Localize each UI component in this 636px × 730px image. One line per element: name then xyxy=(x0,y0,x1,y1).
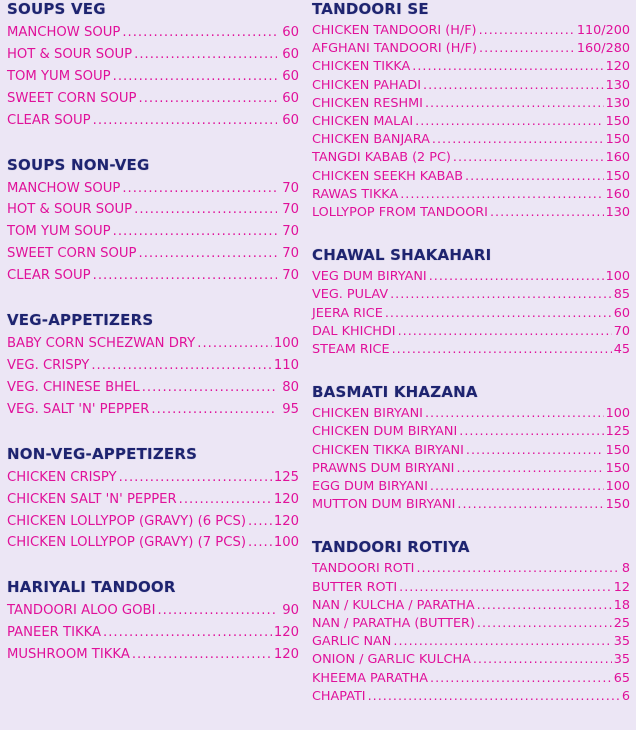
menu-item-name: RAWAS TIKKA xyxy=(312,186,399,202)
dot-leader xyxy=(103,622,272,644)
menu-item-price: 60 xyxy=(282,46,299,62)
dot-leader xyxy=(113,221,277,243)
dot-leader xyxy=(423,77,604,95)
dot-leader xyxy=(399,579,612,597)
menu-item-price: 100 xyxy=(605,406,630,422)
dot-leader xyxy=(416,560,619,578)
menu-section-basmati-khazana xyxy=(312,383,630,514)
menu-item-price: 130 xyxy=(605,95,630,111)
menu-item xyxy=(312,460,630,478)
menu-item-name: CHICKEN LOLLYPOP (GRAVY) (7 PCS) xyxy=(7,535,246,551)
menu-section-non-veg-appetizers xyxy=(7,445,299,555)
menu-item-name: CHICKEN TANDOORI (H/F) xyxy=(312,23,477,38)
dot-leader xyxy=(142,377,277,399)
dot-leader xyxy=(93,265,277,287)
menu-item xyxy=(7,333,299,355)
menu-item-price: 160/280 xyxy=(576,41,630,57)
dot-leader xyxy=(453,149,604,167)
menu-item xyxy=(7,44,299,66)
menu-item xyxy=(312,22,630,40)
dot-leader xyxy=(430,478,604,496)
menu-item-name: DAL KHICHDI xyxy=(312,323,396,339)
dot-leader xyxy=(179,489,272,511)
menu-item xyxy=(7,377,299,399)
menu-item-name: EGG DUM BIRYANI xyxy=(312,479,428,495)
menu-item xyxy=(7,178,299,200)
menu-item xyxy=(7,221,299,243)
menu-item xyxy=(312,670,630,688)
menu-item xyxy=(7,199,299,221)
menu-item-price: 150 xyxy=(605,168,630,184)
menu-item xyxy=(7,399,299,421)
menu-item-price: 35 xyxy=(613,652,630,668)
menu-item-price: 60 xyxy=(282,25,299,40)
dot-leader xyxy=(113,66,277,88)
dot-leader xyxy=(432,131,604,149)
menu-item-name: TANDOORI ROTI xyxy=(312,561,415,577)
menu-item-name: VEG. SALT 'N' PEPPER xyxy=(7,401,150,417)
menu-item-name: TOM YUM SOUP xyxy=(7,68,111,84)
menu-item-price: 160 xyxy=(605,150,630,166)
section-heading: SOUPS VEG xyxy=(7,0,106,18)
menu-item xyxy=(7,66,299,88)
menu-item xyxy=(312,204,630,222)
menu-item-price: 120 xyxy=(605,59,630,75)
dot-leader xyxy=(425,405,604,423)
menu-item xyxy=(312,58,630,76)
menu-item-name: MUSHROOM TIKKA xyxy=(7,647,130,663)
dot-leader xyxy=(139,88,278,110)
menu-item-price: 150 xyxy=(605,497,630,513)
menu-item-price: 100 xyxy=(273,336,299,352)
dot-leader xyxy=(197,333,272,355)
menu-item-name: AFGHANI TANDOORI (H/F) xyxy=(312,41,477,57)
menu-item-price: 100 xyxy=(605,479,630,495)
dot-leader xyxy=(490,204,604,222)
menu-item xyxy=(312,305,630,323)
menu-item-price: 25 xyxy=(613,616,630,632)
menu-item-name: CHICKEN MALAI xyxy=(312,114,414,130)
dot-leader xyxy=(456,460,603,478)
menu-item-name: VEG DUM BIRYANI xyxy=(312,269,427,285)
menu-item-name: CHICKEN LOLLYPOP (GRAVY) (6 PCS) xyxy=(7,513,246,529)
dot-leader xyxy=(430,670,612,688)
dot-leader xyxy=(429,268,604,286)
menu-item xyxy=(312,113,630,131)
menu-item-price: 150 xyxy=(605,442,630,458)
menu-item-price: 8 xyxy=(621,561,630,577)
dot-leader xyxy=(139,243,278,265)
menu-item xyxy=(7,110,299,132)
menu-item-name: CHICKEN SEEKH KABAB xyxy=(312,168,463,184)
menu-item xyxy=(312,95,630,113)
menu-item-price: 35 xyxy=(613,634,630,650)
menu-item-name: CLEAR SOUP xyxy=(7,268,91,284)
menu-item-price: 110 xyxy=(273,357,299,373)
menu-item xyxy=(7,644,299,666)
menu-item-name: MANCHOW SOUP xyxy=(7,25,121,40)
dot-leader xyxy=(368,688,620,706)
menu-item-price: 45 xyxy=(613,342,630,358)
menu-item-price: 100 xyxy=(273,535,299,551)
menu-item-price: 85 xyxy=(613,287,630,303)
section-heading: SOUPS NON-VEG xyxy=(7,155,150,174)
dot-leader xyxy=(93,110,277,132)
menu-item xyxy=(312,323,630,341)
menu-item xyxy=(7,243,299,265)
menu-item-name: PRAWNS DUM BIRYANI xyxy=(312,460,455,476)
menu-item-name: HOT & SOUR SOUP xyxy=(7,46,133,62)
menu-item-name: LOLLYPOP FROM TANDOORI xyxy=(312,205,488,221)
menu-item-price: 100 xyxy=(605,269,630,285)
menu-item-name: CHICKEN PAHADI xyxy=(312,77,422,93)
menu-item-price: 120 xyxy=(273,647,299,663)
menu-section-chawal-shakahari xyxy=(312,246,630,359)
menu-item-price: 12 xyxy=(613,579,630,595)
menu-item-price: 160 xyxy=(605,186,630,202)
menu-section-hariyali-tandoor xyxy=(7,578,299,666)
menu-item xyxy=(312,478,630,496)
menu-section-soups-veg xyxy=(7,0,299,132)
menu-item-price: 60 xyxy=(282,90,299,106)
menu-item-price: 130 xyxy=(605,77,630,93)
menu-section-veg-appetizers xyxy=(7,311,299,421)
menu-item-name: BUTTER ROTI xyxy=(312,579,398,595)
menu-section-tandoori-rotiya xyxy=(312,538,630,706)
menu-item xyxy=(312,560,630,578)
menu-item-name: BABY CORN SCHEZWAN DRY xyxy=(7,336,196,352)
menu-item-price: 120 xyxy=(273,625,299,641)
menu-item xyxy=(7,22,299,44)
menu-item-price: 150 xyxy=(605,460,630,476)
menu-item-name: SWEET CORN SOUP xyxy=(7,90,137,106)
dot-leader xyxy=(157,600,277,622)
menu-item-price: 70 xyxy=(282,268,299,284)
menu-item xyxy=(312,268,630,286)
menu-item-price: 95 xyxy=(282,401,299,417)
section-heading: TANDOORI SE xyxy=(312,0,429,18)
menu-item xyxy=(312,615,630,633)
section-heading: VEG-APPETIZERS xyxy=(7,311,154,330)
menu-item-price: 150 xyxy=(605,114,630,130)
menu-item-name: VEG. PULAV xyxy=(312,287,389,303)
menu-item-name: CHICKEN RESHMI xyxy=(312,95,423,111)
menu-item xyxy=(7,467,299,489)
menu-item-name: HOT & SOUR SOUP xyxy=(7,202,133,218)
dot-leader xyxy=(479,22,575,40)
menu-item xyxy=(312,186,630,204)
menu-item xyxy=(312,579,630,597)
menu-item-price: 120 xyxy=(273,513,299,529)
menu-item xyxy=(312,149,630,167)
menu-item-price: 130 xyxy=(605,205,630,221)
menu-item xyxy=(312,633,630,651)
menu-item-price: 90 xyxy=(282,603,299,619)
menu-item-price: 60 xyxy=(282,112,299,128)
menu-item-name: CHAPATI xyxy=(312,688,366,704)
dot-leader xyxy=(248,532,272,554)
dot-leader xyxy=(400,186,603,204)
menu-item xyxy=(312,688,630,706)
menu-item-name: JEERA RICE xyxy=(312,305,383,321)
menu-item xyxy=(312,405,630,423)
menu-item-name: TANGDI KABAB (2 PC) xyxy=(312,150,451,166)
menu-item-name: CHICKEN TIKKA xyxy=(312,59,411,75)
menu-item-name: NAN / KULCHA / PARATHA xyxy=(312,597,475,613)
menu-item-price: 70 xyxy=(613,323,630,339)
menu-column-right xyxy=(312,0,630,730)
menu-item-name: VEG. CRISPY xyxy=(7,357,90,373)
menu-item-name: MUTTON DUM BIRYANI xyxy=(312,497,456,513)
menu-item-price: 70 xyxy=(282,180,299,196)
menu-item xyxy=(312,131,630,149)
menu-item xyxy=(7,600,299,622)
dot-leader xyxy=(248,511,272,533)
menu-item xyxy=(312,442,630,460)
dot-leader xyxy=(457,496,603,514)
menu-item-name: KHEEMA PARATHA xyxy=(312,670,429,686)
menu-item-price: 70 xyxy=(282,224,299,240)
dot-leader xyxy=(479,40,575,58)
dot-leader xyxy=(425,95,604,113)
menu-item xyxy=(7,622,299,644)
menu-item-name: CHICKEN TIKKA BIRYANI xyxy=(312,442,464,458)
menu-item xyxy=(312,286,630,304)
menu-item xyxy=(312,341,630,359)
dot-leader xyxy=(134,199,277,221)
menu-item-price: 125 xyxy=(605,424,630,440)
menu-item-price: 60 xyxy=(613,305,630,321)
menu-section-tandoori-se xyxy=(312,0,630,222)
dot-leader xyxy=(412,58,603,76)
menu-section-soups-non-veg xyxy=(7,156,299,288)
menu-item xyxy=(312,496,630,514)
menu-item-name: CHICKEN DUM BIRYANI xyxy=(312,424,458,440)
menu-item-name: GARLIC NAN xyxy=(312,634,392,650)
menu-item-price: 125 xyxy=(273,469,299,485)
menu-item-name: ONION / GARLIC KULCHA xyxy=(312,652,471,668)
menu-item-name: CHICKEN BANJARA xyxy=(312,132,430,148)
menu-item-price: 18 xyxy=(613,597,630,613)
menu-item xyxy=(312,40,630,58)
dot-leader xyxy=(477,597,612,615)
menu-item-price: 65 xyxy=(613,670,630,686)
menu-item-name: CLEAR SOUP xyxy=(7,112,91,128)
menu-item-name: TANDOORI ALOO GOBI xyxy=(7,603,156,619)
dot-leader xyxy=(473,651,612,669)
menu-item-name: CHICKEN CRISPY xyxy=(7,469,117,485)
menu-item xyxy=(312,168,630,186)
menu-item-name: PANEER TIKKA xyxy=(7,625,102,641)
menu-item-name: VEG. CHINESE BHEL xyxy=(7,379,140,395)
menu-item-name: TOM YUM SOUP xyxy=(7,224,111,240)
menu-item xyxy=(7,88,299,110)
menu-item xyxy=(7,355,299,377)
menu-item xyxy=(312,77,630,95)
dot-leader xyxy=(392,341,612,359)
menu-item xyxy=(7,532,299,554)
dot-leader xyxy=(398,323,612,341)
section-heading: NON-VEG-APPETIZERS xyxy=(7,444,198,463)
dot-leader xyxy=(132,644,272,666)
menu-item-price: 80 xyxy=(282,379,299,395)
dot-leader xyxy=(122,178,277,200)
menu-item-name: STEAM RICE xyxy=(312,342,390,358)
menu-column-left xyxy=(7,0,299,690)
dot-leader xyxy=(122,22,277,44)
menu-item-price: 150 xyxy=(605,132,630,148)
menu-item-price: 110/200 xyxy=(576,23,630,38)
menu-item xyxy=(312,597,630,615)
dot-leader xyxy=(91,355,272,377)
dot-leader xyxy=(466,442,604,460)
menu-item-name: MANCHOW SOUP xyxy=(7,180,121,196)
menu-item xyxy=(312,423,630,441)
menu-item xyxy=(7,511,299,533)
menu-item xyxy=(312,651,630,669)
menu-item-price: 70 xyxy=(282,246,299,262)
section-heading: CHAWAL SHAKAHARI xyxy=(312,246,492,265)
menu-item-name: SWEET CORN SOUP xyxy=(7,246,137,262)
dot-leader xyxy=(119,467,272,489)
dot-leader xyxy=(134,44,277,66)
menu-item-name: NAN / PARATHA (BUTTER) xyxy=(312,616,475,632)
menu-item xyxy=(7,489,299,511)
dot-leader xyxy=(459,423,603,441)
section-heading: TANDOORI ROTIYA xyxy=(312,538,470,557)
dot-leader xyxy=(465,168,604,186)
section-heading: BASMATI KHAZANA xyxy=(312,383,478,402)
dot-leader xyxy=(151,399,277,421)
menu-item-price: 60 xyxy=(282,68,299,84)
menu-item-price: 70 xyxy=(282,202,299,218)
dot-leader xyxy=(385,305,612,323)
section-heading: HARIYALI TANDOOR xyxy=(7,578,176,597)
menu-item xyxy=(7,265,299,287)
dot-leader xyxy=(415,113,603,131)
menu-item-name: CHICKEN SALT 'N' PEPPER xyxy=(7,491,177,507)
dot-leader xyxy=(393,633,611,651)
menu-item-price: 6 xyxy=(621,688,630,704)
dot-leader xyxy=(390,286,612,304)
menu-item-price: 120 xyxy=(273,491,299,507)
dot-leader xyxy=(477,615,612,633)
menu-item-name: CHICKEN BIRYANI xyxy=(312,406,423,422)
